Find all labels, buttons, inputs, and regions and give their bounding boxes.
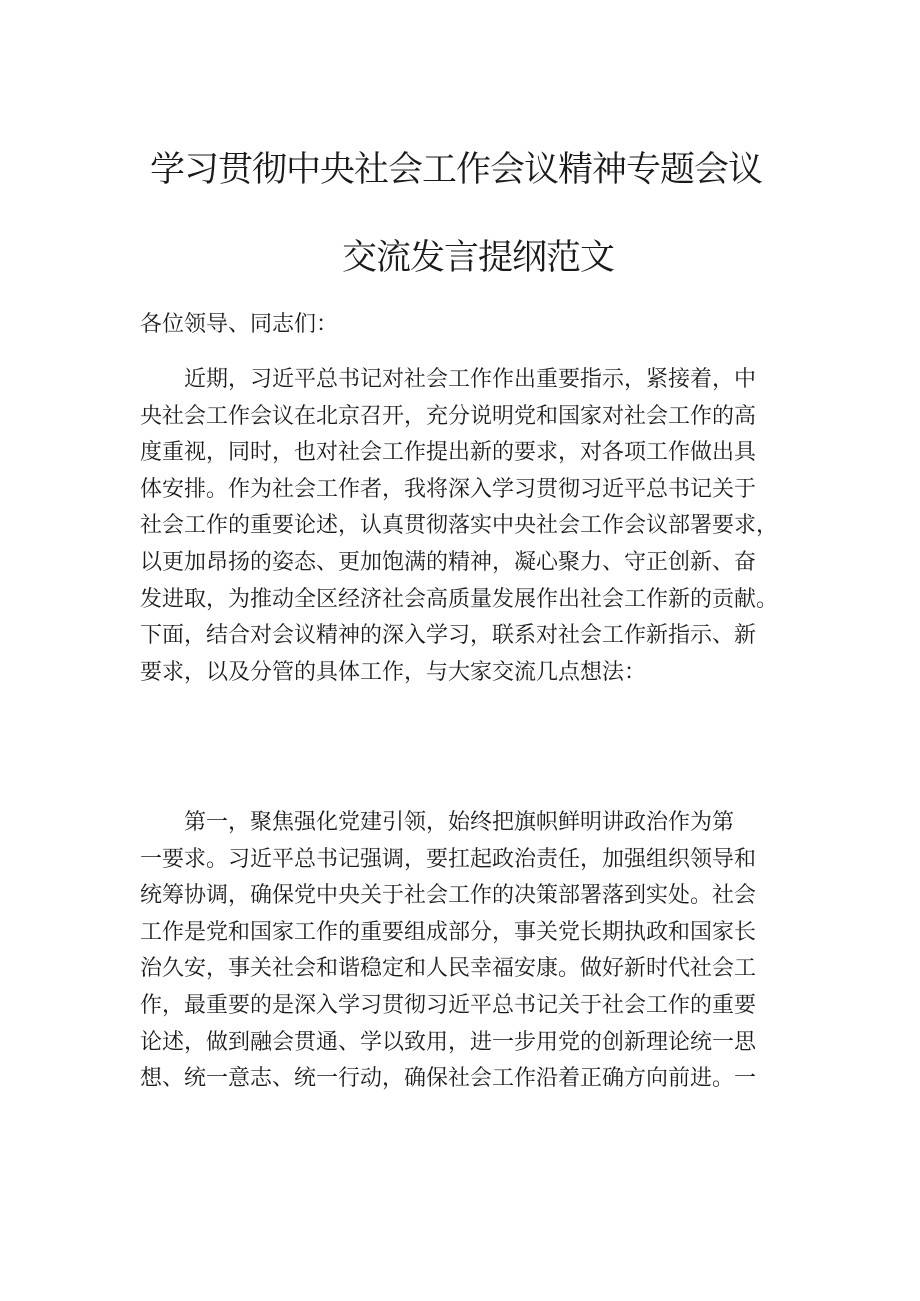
salutation: 各位领导、同志们： (140, 312, 339, 337)
paragraph-line: 一要求。习近平总书记强调，要扛起政治责任，加强组织领导和 (140, 846, 757, 872)
paragraph-line: 以更加昂扬的姿态、更加饱满的精神，凝心聚力、守正创新、奋 (140, 549, 757, 575)
paragraph-line: 论述，做到融会贯通、学以致用，进一步用党的创新理论统一思 (140, 1029, 757, 1055)
paragraph-line: 下面，结合对会议精神的深入学习，联系对社会工作新指示、新 (140, 623, 757, 649)
paragraph-line: 想、统一意志、统一行动，确保社会工作沿着正确方向前进。一 (140, 1066, 757, 1092)
document-title-line-1: 学习贯彻中央社会工作会议精神专题会议 (150, 150, 763, 190)
paragraph-line: 近期，习近平总书记对社会工作作出重要指示，紧接着，中 (184, 367, 757, 392)
paragraph-intro (140, 362, 800, 691)
paragraph-line: 第一，聚焦强化党建引领，始终把旗帜鲜明讲政治作为第 (184, 810, 735, 835)
paragraph-line: 发进取，为推动全区经济社会高质量发展作出社会工作新的贡献。 (140, 586, 779, 612)
paragraph-line: 体安排。作为社会工作者，我将深入学习贯彻习近平总书记关于 (140, 476, 757, 502)
paragraph-line: 作，最重要的是深入学习贯彻习近平总书记关于社会工作的重要 (140, 992, 757, 1018)
paragraph-line: 要求，以及分管的具体工作，与大家交流几点想法： (140, 659, 647, 685)
paragraph-line: 央社会工作会议在北京召开，充分说明党和国家对社会工作的高 (140, 403, 757, 429)
paragraph-line: 统筹协调，确保党中央关于社会工作的决策部署落到实处。社会 (140, 883, 757, 909)
paragraph-point-one (140, 805, 800, 1098)
paragraph-line: 度重视，同时，也对社会工作提出新的要求，对各项工作做出具 (140, 440, 757, 466)
paragraph-line: 工作是党和国家工作的重要组成部分，事关党长期执政和国家长 (140, 919, 757, 945)
paragraph-line: 社会工作的重要论述，认真贯彻落实中央社会工作会议部署要求， (140, 513, 779, 539)
paragraph-line: 治久安，事关社会和谐稳定和人民幸福安康。做好新时代社会工 (140, 956, 757, 982)
document-title-line-2: 交流发言提纲范文 (342, 238, 615, 278)
